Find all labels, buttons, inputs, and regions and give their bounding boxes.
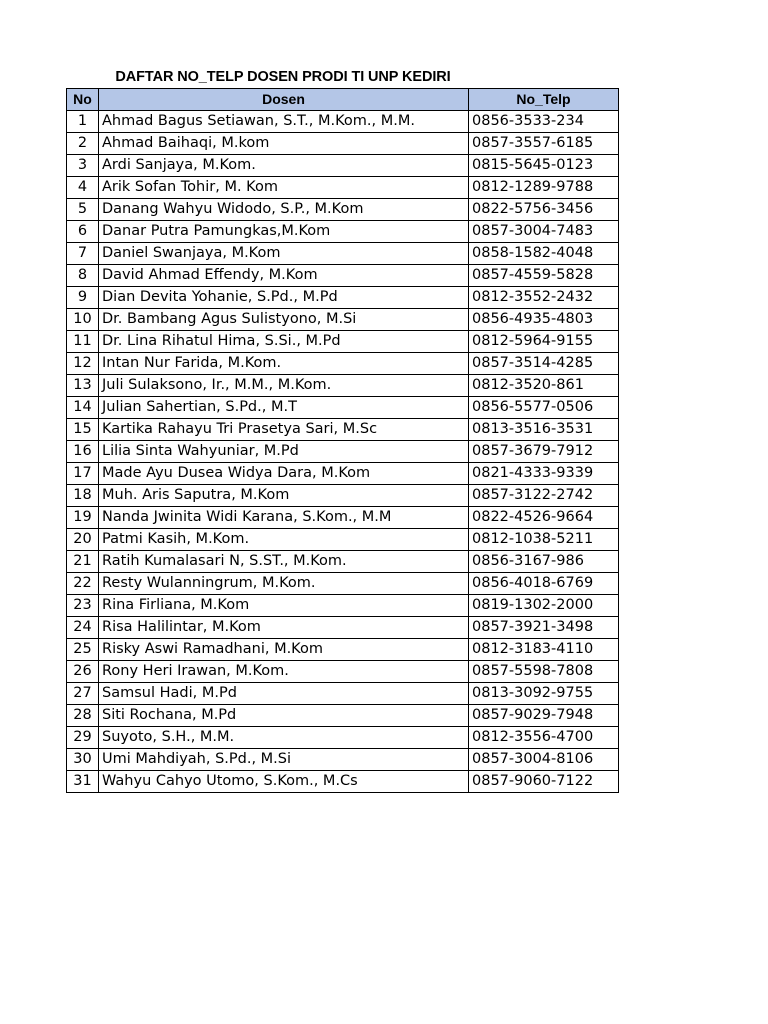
lecturer-name: Risa Halilintar, M.Kom — [99, 617, 469, 639]
lecturer-name: Juli Sulaksono, Ir., M.M., M.Kom. — [99, 375, 469, 397]
row-number: 24 — [67, 617, 99, 639]
row-number: 17 — [67, 463, 99, 485]
lecturer-name: Siti Rochana, M.Pd — [99, 705, 469, 727]
phone-number: 0821-4333-9339 — [469, 463, 619, 485]
table-row — [67, 265, 619, 287]
row-number: 2 — [67, 133, 99, 155]
row-number: 3 — [67, 155, 99, 177]
row-number: 12 — [67, 353, 99, 375]
table-row — [67, 375, 619, 397]
table-row — [67, 133, 619, 155]
row-number: 19 — [67, 507, 99, 529]
phone-number: 0812-1289-9788 — [469, 177, 619, 199]
row-number: 22 — [67, 573, 99, 595]
phone-number: 0857-3122-2742 — [469, 485, 619, 507]
table-row — [67, 727, 619, 749]
phone-number: 0857-3679-7912 — [469, 441, 619, 463]
row-number: 10 — [67, 309, 99, 331]
phone-number: 0822-4526-9664 — [469, 507, 619, 529]
table-row — [67, 639, 619, 661]
lecturer-name: Suyoto, S.H., M.M. — [99, 727, 469, 749]
table-row — [67, 463, 619, 485]
table-row — [67, 221, 619, 243]
lecturer-name: Danang Wahyu Widodo, S.P., M.Kom — [99, 199, 469, 221]
row-number: 30 — [67, 749, 99, 771]
lecturer-name: David Ahmad Effendy, M.Kom — [99, 265, 469, 287]
phone-number: 0856-3167-986 — [469, 551, 619, 573]
row-number: 7 — [67, 243, 99, 265]
lecturer-name: Daniel Swanjaya, M.Kom — [99, 243, 469, 265]
table-row — [67, 441, 619, 463]
lecturer-name: Wahyu Cahyo Utomo, S.Kom., M.Cs — [99, 771, 469, 793]
row-number: 16 — [67, 441, 99, 463]
phone-number: 0857-3557-6185 — [469, 133, 619, 155]
row-number: 27 — [67, 683, 99, 705]
table-row — [67, 705, 619, 727]
row-number: 18 — [67, 485, 99, 507]
table-row — [67, 331, 619, 353]
table-row — [67, 551, 619, 573]
phone-number: 0857-3004-8106 — [469, 749, 619, 771]
column-header-dosen: Dosen — [99, 89, 469, 111]
row-number: 31 — [67, 771, 99, 793]
phone-number: 0812-5964-9155 — [469, 331, 619, 353]
lecturer-name: Ahmad Bagus Setiawan, S.T., M.Kom., M.M. — [99, 111, 469, 133]
phone-number: 0815-5645-0123 — [469, 155, 619, 177]
lecturer-name: Muh. Aris Saputra, M.Kom — [99, 485, 469, 507]
row-number: 4 — [67, 177, 99, 199]
phone-number: 0857-3004-7483 — [469, 221, 619, 243]
lecturer-name: Rony Heri Irawan, M.Kom. — [99, 661, 469, 683]
table-row — [67, 771, 619, 793]
lecturer-phone-table — [66, 88, 619, 793]
table-row — [67, 199, 619, 221]
table-row — [67, 595, 619, 617]
lecturer-name: Julian Sahertian, S.Pd., M.T — [99, 397, 469, 419]
phone-number: 0856-4935-4803 — [469, 309, 619, 331]
lecturer-name: Nanda Jwinita Widi Karana, S.Kom., M.M — [99, 507, 469, 529]
phone-number: 0812-3556-4700 — [469, 727, 619, 749]
lecturer-name: Ahmad Baihaqi, M.kom — [99, 133, 469, 155]
phone-number: 0812-3520-861 — [469, 375, 619, 397]
table-row — [67, 419, 619, 441]
column-header-telp: No_Telp — [469, 89, 619, 111]
lecturer-name: Ardi Sanjaya, M.Kom. — [99, 155, 469, 177]
phone-number: 0822-5756-3456 — [469, 199, 619, 221]
row-number: 9 — [67, 287, 99, 309]
table-row — [67, 309, 619, 331]
table-row — [67, 287, 619, 309]
phone-number: 0856-4018-6769 — [469, 573, 619, 595]
lecturer-name: Umi Mahdiyah, S.Pd., M.Si — [99, 749, 469, 771]
phone-number: 0812-3183-4110 — [469, 639, 619, 661]
lecturer-name: Made Ayu Dusea Widya Dara, M.Kom — [99, 463, 469, 485]
lecturer-name: Lilia Sinta Wahyuniar, M.Pd — [99, 441, 469, 463]
table-row — [67, 507, 619, 529]
row-number: 21 — [67, 551, 99, 573]
lecturer-name: Resty Wulanningrum, M.Kom. — [99, 573, 469, 595]
lecturer-name: Danar Putra Pamungkas,M.Kom — [99, 221, 469, 243]
phone-number: 0856-5577-0506 — [469, 397, 619, 419]
table-header-row — [67, 89, 619, 111]
lecturer-name: Rina Firliana, M.Kom — [99, 595, 469, 617]
phone-number: 0856-3533-234 — [469, 111, 619, 133]
table-row — [67, 529, 619, 551]
lecturer-name: Samsul Hadi, M.Pd — [99, 683, 469, 705]
lecturer-name: Intan Nur Farida, M.Kom. — [99, 353, 469, 375]
row-number: 20 — [67, 529, 99, 551]
phone-number: 0813-3092-9755 — [469, 683, 619, 705]
phone-number: 0819-1302-2000 — [469, 595, 619, 617]
table-row — [67, 397, 619, 419]
row-number: 11 — [67, 331, 99, 353]
row-number: 5 — [67, 199, 99, 221]
phone-number: 0857-9060-7122 — [469, 771, 619, 793]
phone-number: 0857-3514-4285 — [469, 353, 619, 375]
phone-number: 0812-3552-2432 — [469, 287, 619, 309]
phone-number: 0857-3921-3498 — [469, 617, 619, 639]
lecturer-name: Ratih Kumalasari N, S.ST., M.Kom. — [99, 551, 469, 573]
row-number: 23 — [67, 595, 99, 617]
table-row — [67, 353, 619, 375]
table-body — [67, 111, 619, 793]
row-number: 6 — [67, 221, 99, 243]
table-row — [67, 177, 619, 199]
table-row — [67, 243, 619, 265]
column-header-no: No — [67, 89, 99, 111]
lecturer-name: Dian Devita Yohanie, S.Pd., M.Pd — [99, 287, 469, 309]
table-row — [67, 111, 619, 133]
phone-number: 0812-1038-5211 — [469, 529, 619, 551]
row-number: 29 — [67, 727, 99, 749]
phone-number: 0858-1582-4048 — [469, 243, 619, 265]
lecturer-name: Patmi Kasih, M.Kom. — [99, 529, 469, 551]
row-number: 26 — [67, 661, 99, 683]
lecturer-name: Arik Sofan Tohir, M. Kom — [99, 177, 469, 199]
row-number: 14 — [67, 397, 99, 419]
table-row — [67, 749, 619, 771]
phone-number: 0857-9029-7948 — [469, 705, 619, 727]
phone-number: 0857-4559-5828 — [469, 265, 619, 287]
phone-number: 0813-3516-3531 — [469, 419, 619, 441]
document-title: DAFTAR NO_TELP DOSEN PRODI TI UNP KEDIRI — [115, 69, 451, 85]
row-number: 13 — [67, 375, 99, 397]
row-number: 8 — [67, 265, 99, 287]
row-number: 28 — [67, 705, 99, 727]
phone-number: 0857-5598-7808 — [469, 661, 619, 683]
row-number: 15 — [67, 419, 99, 441]
lecturer-name: Dr. Lina Rihatul Hima, S.Si., M.Pd — [99, 331, 469, 353]
lecturer-name: Dr. Bambang Agus Sulistyono, M.Si — [99, 309, 469, 331]
table-row — [67, 485, 619, 507]
table-row — [67, 573, 619, 595]
table-row — [67, 683, 619, 705]
table-row — [67, 661, 619, 683]
row-number: 1 — [67, 111, 99, 133]
lecturer-name: Kartika Rahayu Tri Prasetya Sari, M.Sc — [99, 419, 469, 441]
row-number: 25 — [67, 639, 99, 661]
table-row — [67, 617, 619, 639]
table-row — [67, 155, 619, 177]
lecturer-name: Risky Aswi Ramadhani, M.Kom — [99, 639, 469, 661]
